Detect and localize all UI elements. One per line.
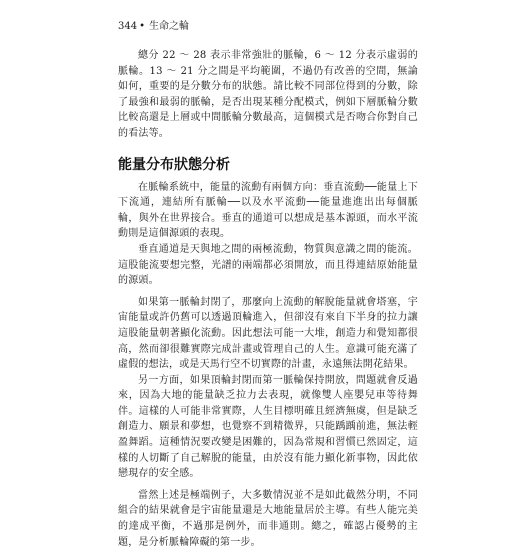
section-heading: 能量分布狀態分析 [118, 156, 230, 173]
intro-paragraph: 總分 22 ～ 28 表示非常強壯的脈輪，6 ～ 12 分表示虛弱的脈輪。13 ～ 21 分之間是平均範圍，不過仍有改善的空間，無論如何，重要的是分數分布的狀態。請比較不同部位得到的分數，除了最強和最弱的脈輪，是否出現某種分配模式，例如下層脈輪分數比較高還是上層或中間脈輪分數最高，這個模式是否吻合你對自己的看法等。 [118, 50, 418, 139]
section-paragraph-4: 另一方面，如果頂輪封閉而第一脈輪保持開放，問題就會反過來，因為大地的能量缺乏拉力去表現，就像雙人座嬰兒車等待舞伴。這樣的人可能非常實際，人生目標明確且經濟無虞，但是缺乏創造力、願景和夢想，也覺察不到精微界，只能踽踽前進，無法輕盈舞蹈。這種情況要改變是困難的，因為常規和習慣已然固定，這樣的人切斷了自己解脫的能量，由於沒有能力顯化新事物，因此依戀現存的安全感。 [118, 374, 418, 480]
page-header [118, 21, 189, 33]
section-paragraph-1: 在脈輪系統中，能量的流動有兩個方向：垂直流動──能量上下下流通，連結所有脈輪──以及水平流動──能量進進出出每個脈輪，與外在世界接合。垂直的通道可以想成是基本源頭，而水平流動則是這個源頭的表現。 [118, 181, 418, 240]
page-number: 344 [118, 21, 138, 32]
book-title: 生命之輪 [149, 21, 189, 32]
section-paragraph-3: 如果第一脈輪封閉了，那麼向上流動的解脫能量就會塔塞，宇宙能量或許仍舊可以透過頂輪進入，但卻沒有來自下半身的拉力讓這股能量朝著顯化流動。因此想法可能一大堆，創造力和覺知都很高，然而卻很難實際完成計畫或管理自己的人生。意識可能充滿了虛假的想法，或是天馬行空不切實際的計畫，永遠無法開花結果。 [118, 296, 418, 371]
section-paragraph-2: 垂直通道是天與地之間的兩極流動，物質與意識之間的能流。這股能流要想完整，光譜的兩端都必須開放，而且得連結原始能量的源頭。 [118, 243, 418, 287]
header-separator: • [139, 21, 145, 32]
section-paragraph-5: 當然上述是極端例子，大多數情況並不是如此截然分明，不同組合的結果就會是宇宙能量還是大地能量居於主導。有些人能完美的達成平衡，不過那是例外，而非通則。總之，確認占優勢的主題，是分析脈輪障礙的第一步。 [118, 489, 418, 548]
page-body [118, 48, 418, 550]
